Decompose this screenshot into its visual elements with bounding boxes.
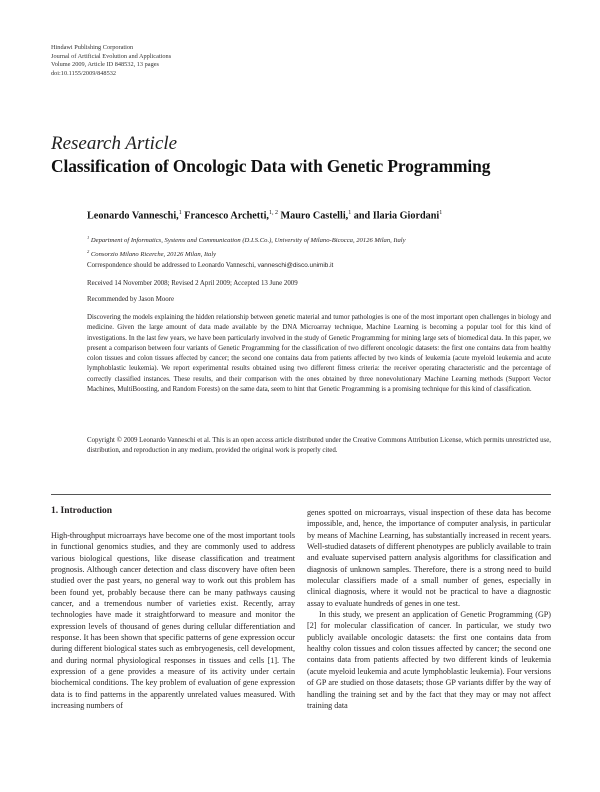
affiliation-1: $^1$ Department of Informatics, Systems and Communication (D.I.S.Co.), University of Milano-Bicocca, 20126 Milan, Italy bbox=[87, 235, 406, 245]
doi: doi:10.1155/2009/848532 bbox=[51, 69, 117, 77]
author-affiliation-mark: 1 bbox=[178, 210, 182, 216]
correspondence: Correspondence should be addressed to Leonardo Vanneschi, vanneschi@disco.unimib.it bbox=[87, 262, 334, 269]
article-dates: Received 14 November 2008; Revised 2 April 2009; Accepted 13 June 2009 bbox=[87, 280, 298, 287]
author-list bbox=[87, 210, 442, 221]
body-column-right bbox=[307, 507, 551, 711]
body-paragraph: In this study, we present an application of Genetic Programming (GP) [2] for molecular classification of cancer. In particular, we study two publicly available oncologic datasets: the first one contains data from healthy colon tissues and colon tissues affected by cancer; the second one contains data from patients affected by two different kinds of leukemia (acute myeloid leukemia and acute lymphoblastic leukemia). Four versions of GP are studied on those datasets; those GP variants differ by the way of handling the training set and by the fact that they may or may not affect training data bbox=[307, 610, 551, 710]
section-divider bbox=[51, 494, 551, 495]
section-heading: 1. Introduction bbox=[51, 506, 113, 516]
volume-info: Volume 2009, Article ID 848532, 13 pages bbox=[51, 61, 159, 69]
author-name: and Ilaria Giordani bbox=[351, 210, 440, 222]
affiliation-2: $^2$ Consorzio Milano Ricerche, 20126 Milan, Italy bbox=[87, 248, 217, 258]
abstract: Discovering the models explaining the hidden relationship between genetic material and tumor pathologies is one of the most important open challenges in biology and medicine. Given the large amount of data made available by the DNA Microarray technique, Machine Learning is becoming a popular tool for this kind of investigations. In the last few years, we have been particularly involved in the study of Genetic Programming for mining large sets of biomedical data. In this paper, we present a comparison between four variants of Genetic Programming for the classification of two different oncologic datasets: the first one contains data from healthy colon tissues and colon tissues affected by cancer; the second one contains data from patients affected by two kinds of leukemia (acute myeloid leukemia and acute lymphoblastic leukemia). We report experimental results obtained using two different fitness criteria: the receiver operating characteristic and the percentage of correctly classified instances. These results, and their comparison with the ones obtained by three nonevolutionary Machine Learning methods (Support Vector Machines, MultiBoosting, and Random Forests) on the same data, seem to hint that Genetic Programming is a promising technique for this kind of classification. bbox=[87, 314, 551, 394]
journal-name: Journal of Artificial Evolution and Applications bbox=[51, 52, 172, 60]
author-affiliation-mark: 1 bbox=[348, 210, 352, 216]
publisher: Hindawi Publishing Corporation bbox=[51, 44, 134, 51]
author-affiliation-mark: 1, 2 bbox=[268, 210, 278, 216]
body-paragraph: High-throughput microarrays have become one of the most important tools in functional genomics studies, and they are commonly used to address various biological questions, like disease classification and treatment prognosis. Although cancer detection and class discovery have often been studied over the past years, no general way to work out this problem has been found yet, probably because there can be many pathways causing cancer, and a tremendous number of varieties exist. Recently, array technologies have made it straightforward to measure and monitor the expression levels of thousand of genes during cellular differentiation and response. It has been shown that specific patterns of gene expression occur during different biological states such as embryogenesis, cell development, and during normal physiological responses in tissues and cells [1]. The expression of a gene provides a measure of its activity under certain biochemical conditions. The key problem of evaluation of gene expression data is to find patterns in the apparently unrelated values measured. With increasing numbers of bbox=[51, 531, 295, 711]
journal-header bbox=[51, 44, 171, 78]
recommended-by: Recommended by Jason Moore bbox=[87, 296, 175, 303]
article-type: Research Article bbox=[51, 133, 178, 154]
body-paragraph: genes spotted on microarrays, visual inspection of these data has become impossible, and, hence, the importance of computer analysis, in particular by means of Machine Learning, has substantially increased in recent years. Well-studied datasets of different phenotypes are publicly available to train and evaluate supervised pattern analysis algorithms for classification and diagnosis of unknown samples. Therefore, there is a strong need to build molecular classifiers made of a small number of genes, especially in clinical diagnosis, where it would not be practical to have a diagnostic assay to evaluate hundreds of genes in one test. bbox=[307, 508, 551, 608]
author-affiliation-mark: 1 bbox=[439, 210, 443, 216]
author-name: Leonardo Vanneschi, bbox=[87, 210, 179, 222]
correspondence-email[interactable]: vanneschi@disco.unimib.it bbox=[257, 262, 334, 269]
copyright-notice: Copyright © 2009 Leonardo Vanneschi et al. This is an open access article distributed under the Creative Commons Attribution License, which permits unrestricted use, distribution, and reproduction in any medium, provided the original work is properly cited. bbox=[87, 437, 551, 455]
affiliations bbox=[87, 233, 406, 260]
author-name: Francesco Archetti, bbox=[181, 210, 269, 222]
body-column-left bbox=[51, 530, 295, 712]
article-title: Classification of Oncologic Data with Genetic Programming bbox=[51, 156, 491, 176]
author-name: Mauro Castelli, bbox=[277, 210, 349, 222]
